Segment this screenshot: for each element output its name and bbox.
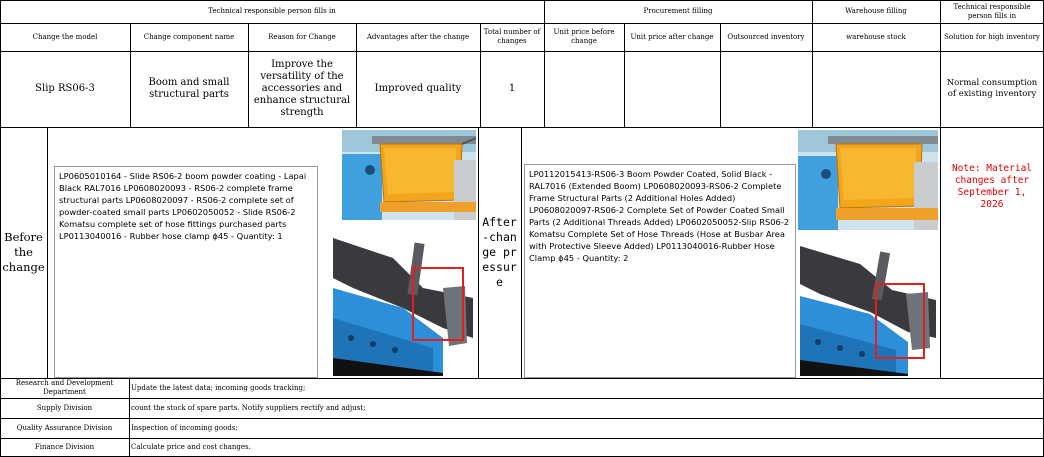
warehouse-fill-header: Warehouse filling: [845, 7, 907, 15]
col-price-after: Unit price after change: [630, 32, 714, 41]
col-outsourced: Outsourced inventory: [727, 32, 805, 41]
row-price-before: [544, 51, 624, 127]
after-parts-text: LP0112015413-RS06-3 Boom Powder Coated, Solid Black - RAL7016 (Extended Boom) LP0608020093-RS06-2 Complete Frame Structural Parts (2 Additional Holes Added) LP0608020097-RS06-2 Complete Set of Powder Coated Small Parts (2 Additional Threads Added) LP0602050052-Slip RS06-2 Komatsu Complete Set of Hose Threads (Hose at Busbar Area with Protective Sleeve Added) LP0113040016-Rubber Hose Clamp ϕ45 - Quantity: 2: [529, 169, 790, 263]
dept-name-supply: Supply Division: [36, 403, 93, 412]
row-advantages: Improved quality: [374, 83, 462, 94]
col-component-name: Change component name: [143, 32, 235, 41]
col-total-changes: Total number of changes: [483, 28, 541, 45]
row-solution: Normal consumption of existing inventory: [946, 78, 1038, 99]
col-price-before: Unit price before change: [553, 28, 615, 45]
after-parts-textbox: [524, 164, 796, 378]
after-bucket-image: [798, 130, 938, 230]
dept-name-rd: Research and Development Department: [15, 379, 114, 396]
row-warehouse-stock: [812, 51, 940, 127]
col-change-model: Change the model: [32, 32, 98, 41]
before-boom-image: [333, 228, 476, 376]
before-label: Before the change: [2, 230, 45, 274]
dept-name-finance: Finance Division: [34, 442, 95, 451]
dept-action-supply: count the stock of spare parts. Notify suppliers rectify and adjust;: [131, 403, 366, 412]
col-reason: Reason for Change: [268, 32, 336, 41]
col-solution: Solution for high inventory: [944, 32, 1040, 41]
tech-fill-right-header: Technical responsible person fills in: [953, 2, 1031, 20]
procurement-fill-header: Procurement filling: [643, 7, 713, 15]
dept-action-qa: Inspection of incoming goods;: [131, 423, 238, 432]
dept-name-qa: Quality Assurance Division: [16, 423, 113, 432]
row-total: 1: [508, 83, 516, 94]
material-note: Note: Material changes after September 1, 2026: [951, 163, 1033, 210]
dept-action-rd: Update the latest data; incoming goods tracking;: [131, 383, 306, 392]
before-parts-textbox: [54, 166, 318, 378]
before-bucket-image: [342, 130, 476, 220]
row-component: Boom and small structural parts: [148, 77, 230, 100]
row-outsourced: [720, 51, 812, 127]
after-boom-image: [800, 238, 938, 376]
dept-action-finance: Calculate price and cost changes.: [131, 442, 251, 451]
tech-fill-header: Technical responsible person fills in: [208, 7, 336, 15]
row-model: Slip RS06-3: [35, 83, 95, 94]
col-warehouse-stock: warehouse stock: [846, 32, 906, 41]
row-price-after: [624, 51, 720, 127]
row-reason: Improve the versatility of the accessories and enhance structural strength: [253, 59, 351, 118]
col-advantages: Advantages after the change: [366, 32, 470, 41]
before-parts-text: LP0605010164 - Slide RS06-2 boom powder coating - Lapai Black RAL7016 LP0608020093 - RS06-2 complete frame structural parts LP0608020097 - RS06-2 complete set of powder-coated small parts LP0602050052 - Slide RS06-2 Komatsu complete set of hose fittings purchased parts LP0113040016 - Rubber hose clamp ϕ45 - Quantity: 1: [59, 171, 307, 241]
after-label: After-change pressure: [482, 215, 517, 289]
